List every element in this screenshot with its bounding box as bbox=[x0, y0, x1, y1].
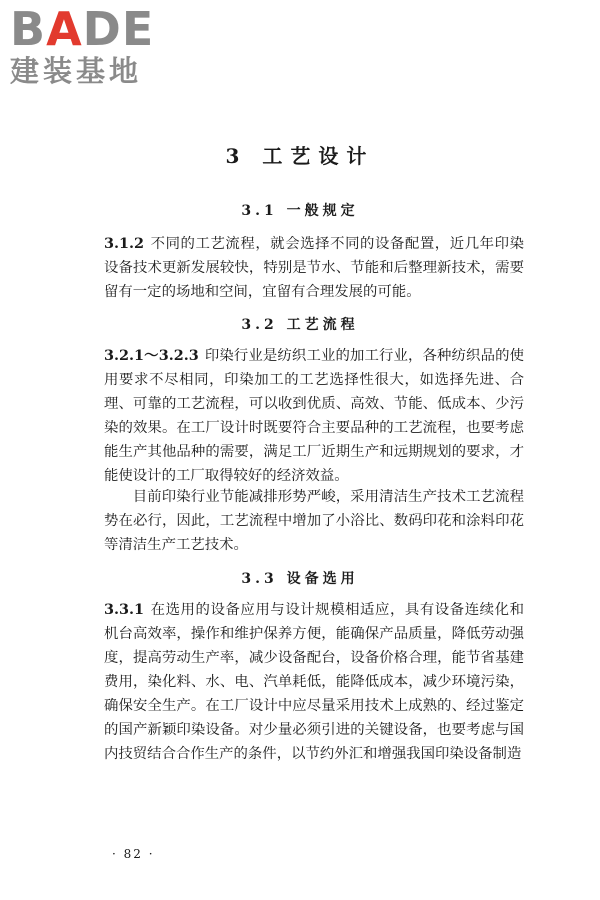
clause-text: 印染行业是纺织工业的加工行业，各种纺织品的使用要求不尽相同，印染加工的工艺选择性很大，如选择先进、合理、可靠的工艺流程，可以收到优质、高效、节能、低成本、少污染的效果。在工厂设计时既要符合主要品种的工艺流程，也要考虑能生产其他品种的需要，满足工厂近期生产和远期规划的要求，才能使设计的工厂取得较好的经济效益。 bbox=[104, 348, 524, 484]
clause-text: 在选用的设备应用与设计规模相适应，具有设备连续化和机台高效率，操作和维护保养方便，能确保产品质量，降低劳动强度，提高劳动生产率，减少设备配台，设备价格合理，能节省基建费用，染化料、水、电、汽单耗低，能降低成本，减少环境污染，确保安全生产。在工厂设计中应尽量采用技术上成熟的、经过鉴定的国产新颖印染设备。对少量必须引进的关键设备，也要考虑与国内技贸结合合作生产的条件，以节约外汇和增强我国印染设备制造 bbox=[104, 602, 524, 762]
paragraph-3-1-2 bbox=[104, 232, 524, 304]
paragraph-3-2-extra: 目前印染行业节能减排形势严峻，采用清洁生产技术工艺流程势在必行，因此，工艺流程中增加了小浴比、数码印花和涂料印花等清洁生产工艺技术。 bbox=[104, 489, 524, 553]
clause-number: 3.2.1～3.2.3 bbox=[104, 347, 199, 364]
clause-number: 3.1.2 bbox=[104, 235, 145, 252]
logo-subtitle: 建装基地 bbox=[10, 54, 143, 88]
logo bbox=[10, 2, 180, 92]
clause-text: 不同的工艺流程，就会选择不同的设备配置，近几年印染设备技术更新发展较快，特别是节水、节能和后整理新技术，需要留有一定的场地和空间，宜留有合理发展的可能。 bbox=[104, 236, 524, 300]
logo-letter-a: A bbox=[46, 2, 83, 56]
logo-letter-b: B bbox=[10, 2, 47, 56]
paragraph-3-2-1 bbox=[104, 344, 524, 488]
logo-letters-de: DE bbox=[82, 2, 155, 56]
paragraph-3-3-1 bbox=[104, 598, 524, 766]
clause-number: 3.3.1 bbox=[104, 601, 145, 618]
section-title-3-1: 3.1 一般规定 bbox=[241, 203, 359, 219]
chapter-title: 3 工艺设计 bbox=[225, 144, 375, 168]
logo-word bbox=[10, 2, 180, 56]
page-number: · 82 · bbox=[112, 847, 155, 861]
section-title-3-3: 3.3 设备选用 bbox=[241, 571, 359, 587]
section-title-3-2: 3.2 工艺流程 bbox=[241, 317, 359, 333]
